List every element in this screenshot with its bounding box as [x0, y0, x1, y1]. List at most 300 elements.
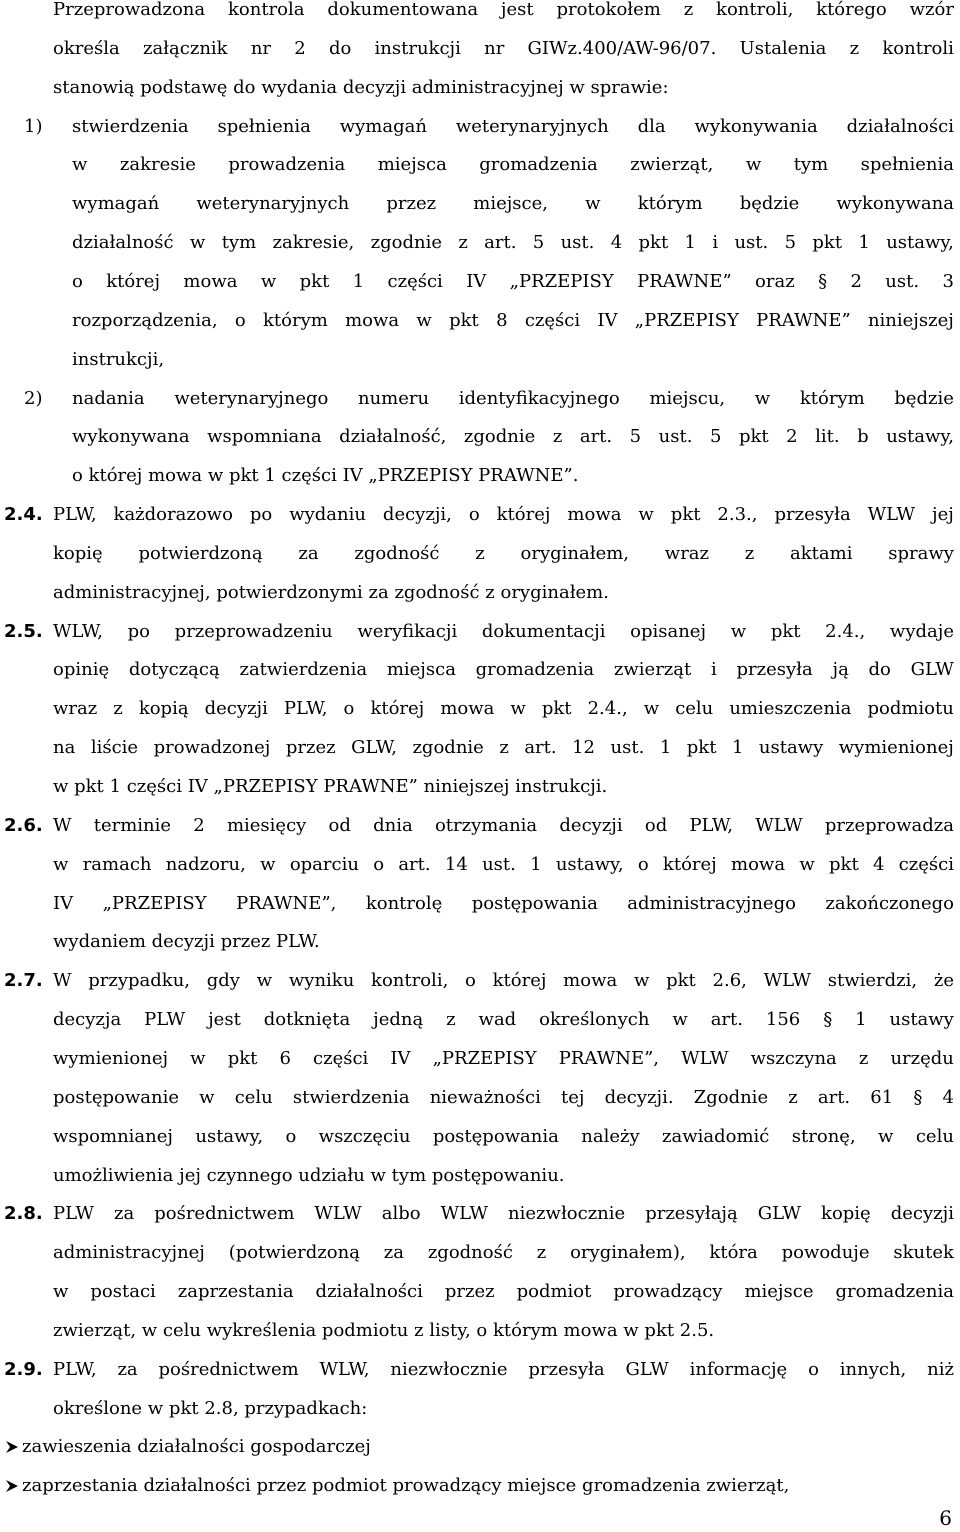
word: przeprowadza — [824, 814, 954, 836]
word: administracyjnego — [627, 892, 796, 914]
line-text — [72, 116, 954, 138]
word: mowa — [345, 309, 400, 331]
text-line — [0, 1009, 960, 1048]
word: PRAWNE” — [756, 309, 851, 331]
word: tym — [793, 154, 829, 176]
word: postępowania — [471, 892, 598, 914]
section-number: 2.9. — [4, 1358, 43, 1380]
word: W — [53, 970, 72, 992]
word: PRAWNE”, — [236, 892, 337, 914]
text-line — [0, 349, 960, 388]
line-text: zwierząt, w celu wykreślenia podmiotu z listy, o którym mowa w pkt 2.5. — [53, 1319, 715, 1341]
word: z — [788, 1086, 798, 1108]
word: Przeprowadzona — [53, 0, 206, 20]
word: zgodnie — [370, 232, 442, 254]
word: w — [72, 154, 88, 176]
word: pkt — [829, 853, 859, 875]
line-text — [53, 543, 954, 565]
word: spełnienia — [860, 154, 954, 176]
text-line — [0, 543, 960, 582]
word: 2.3., — [717, 504, 758, 526]
word: z — [475, 542, 485, 564]
word: decyzji, — [382, 504, 452, 526]
text-line — [0, 893, 960, 932]
word: o — [343, 698, 355, 720]
word: z — [113, 698, 123, 720]
word: § — [818, 270, 828, 292]
text-line — [0, 1048, 960, 1087]
word: GLW, — [351, 737, 397, 759]
word: mowa — [563, 970, 618, 992]
word: 156 — [765, 1009, 801, 1031]
word: którego — [816, 0, 887, 20]
word: w — [878, 1125, 894, 1147]
section-number: 2.6. — [4, 814, 43, 836]
word: ustawy, — [886, 232, 954, 254]
text-line — [0, 504, 960, 543]
line-text: instrukcji, — [72, 348, 165, 370]
word: wspomniana — [207, 426, 322, 448]
line-text — [53, 659, 954, 681]
word: mowa — [567, 504, 622, 526]
word: weterynaryjnych — [455, 115, 609, 137]
word: pkt — [812, 232, 843, 254]
word: o — [373, 853, 385, 875]
word: miejscu, — [649, 387, 726, 409]
word: zakresie — [119, 154, 196, 176]
page-number: 6 — [939, 1506, 952, 1530]
text-line — [0, 310, 960, 349]
word: od — [328, 814, 351, 836]
word: ust. — [658, 426, 693, 448]
word: art. — [579, 426, 613, 448]
line-text — [53, 698, 954, 720]
word: opinię — [53, 659, 110, 681]
word: wymienionej — [53, 1047, 169, 1069]
word: WLW — [755, 814, 803, 836]
word: niezwłocznie — [390, 1358, 508, 1380]
word: miejsca — [386, 659, 456, 681]
word: 2.4., — [587, 698, 628, 720]
word: wykonywana — [72, 426, 190, 448]
word: urzędu — [890, 1047, 954, 1069]
word: numeru — [358, 387, 430, 409]
word: art. — [710, 1009, 743, 1031]
word: ustawy — [758, 737, 824, 759]
word: której — [370, 698, 425, 720]
text-line — [0, 854, 960, 893]
word: umieszczenia — [729, 698, 852, 720]
word: (potwierdzoną — [228, 1242, 360, 1264]
word: PLW, — [689, 814, 734, 836]
word: § — [823, 1009, 833, 1031]
line-text — [53, 854, 954, 876]
word: w — [799, 853, 815, 875]
word: wspomnianej — [53, 1125, 173, 1147]
word: potwierdzoną — [138, 542, 263, 564]
word: innych, — [839, 1358, 907, 1380]
word: gromadzenia — [475, 659, 595, 681]
word: przesyła — [528, 1358, 605, 1380]
text-line — [0, 1203, 960, 1242]
word: na — [53, 737, 76, 759]
line-text — [53, 815, 954, 837]
word: zaprzestania — [177, 1281, 294, 1303]
word: ustawy, — [886, 426, 954, 448]
word: rozporządzenia, — [72, 309, 218, 331]
word: o — [637, 853, 649, 875]
word: do — [328, 37, 352, 59]
word: wszczyna — [750, 1047, 837, 1069]
word: prowadzenia — [228, 154, 346, 176]
word: tym — [221, 232, 257, 254]
word: Ustalenia — [739, 37, 827, 59]
word: w — [260, 270, 277, 292]
word: wraz — [664, 542, 710, 564]
word: po — [249, 504, 273, 526]
word: niniejszej — [867, 309, 954, 331]
word: którym — [637, 193, 703, 215]
line-text: zawieszenia działalności gospodarczej — [22, 1436, 371, 1458]
word: oryginałem, — [520, 542, 630, 564]
word: „PRZEPISY — [432, 1047, 537, 1069]
word: Zgodnie — [693, 1086, 769, 1108]
word: W — [53, 814, 72, 836]
word: o — [468, 504, 480, 526]
text-line — [0, 388, 960, 427]
text-line — [0, 0, 960, 38]
text-line — [0, 465, 960, 504]
word: części — [313, 1047, 369, 1069]
line-text: stanowią podstawę do wydania decyzji administracyjnej w sprawie: — [53, 76, 669, 98]
section-number: 2.7. — [4, 970, 43, 992]
line-text — [53, 1359, 954, 1381]
word: 2 — [294, 37, 306, 59]
word: 1 — [530, 853, 542, 875]
word: zwierząt, — [630, 154, 714, 176]
word: z — [744, 542, 755, 564]
word: decyzji — [204, 698, 268, 720]
word: b — [857, 426, 869, 448]
word: kontroli, — [716, 0, 794, 20]
word: identyfikacyjnego — [458, 387, 620, 409]
word: którym — [262, 309, 328, 331]
word: w — [638, 504, 654, 526]
word: za — [117, 1358, 138, 1380]
word: WLW — [440, 1203, 489, 1225]
word: lit. — [815, 426, 840, 448]
word: w — [672, 1009, 688, 1031]
word: 2 — [786, 426, 798, 448]
word: 1 — [858, 232, 870, 254]
word: którym — [799, 387, 865, 409]
word: o — [465, 970, 476, 992]
word: celu — [675, 698, 714, 720]
word: 14 — [444, 853, 468, 875]
word: w — [585, 193, 601, 215]
word: gromadzenia — [479, 154, 598, 176]
word: art. — [484, 232, 517, 254]
word: wzór — [909, 0, 954, 20]
word: przez — [444, 1281, 495, 1303]
word: wszczęciu — [318, 1125, 411, 1147]
line-text: o której mowa w pkt 1 części IV „PRZEPISY PRAWNE”. — [72, 465, 579, 487]
word: oryginałem), — [570, 1242, 686, 1264]
word: z — [552, 426, 563, 448]
word: celu — [234, 1086, 273, 1108]
word: części — [524, 309, 581, 331]
word: wad — [478, 1009, 517, 1031]
word: nr — [484, 37, 505, 59]
word: kontroli — [882, 37, 954, 59]
word: WLW — [681, 1047, 729, 1069]
word: wymagań — [72, 193, 160, 215]
word: kontrolę — [365, 892, 443, 914]
word: o — [234, 309, 246, 331]
word: IV — [53, 892, 74, 914]
word: ust. — [610, 737, 645, 759]
word: ust. — [885, 270, 920, 292]
word: 4 — [610, 232, 623, 254]
line-text: administracyjnej, potwierdzonymi za zgodność z oryginałem. — [53, 581, 609, 603]
word: za — [298, 542, 319, 564]
word: skutek — [893, 1242, 954, 1264]
section-number: 2.8. — [4, 1203, 43, 1225]
word: prowadzonej — [153, 737, 271, 759]
word: jest — [208, 1009, 241, 1031]
text-line — [0, 1436, 960, 1475]
word: wydaniu — [289, 504, 366, 526]
word: protokołem — [556, 0, 661, 20]
word: niż — [927, 1358, 954, 1380]
line-text: określone w pkt 2.8, przypadkach: — [53, 1397, 368, 1419]
section-number: 2.4. — [4, 504, 43, 526]
text-line — [0, 271, 960, 310]
text-line — [0, 77, 960, 116]
word: każdorazowo — [113, 504, 233, 526]
word: 61 — [870, 1086, 894, 1108]
word: której — [496, 504, 551, 526]
word: albo — [381, 1203, 421, 1225]
word: WLW, — [319, 1358, 370, 1380]
word: dnia — [373, 814, 413, 836]
word: IV — [390, 1047, 411, 1069]
word: 1 — [684, 232, 696, 254]
word: ust. — [560, 232, 595, 254]
word: art. — [398, 853, 431, 875]
word: miesięcy — [226, 814, 307, 836]
text-line — [0, 621, 960, 660]
word: z — [858, 1047, 869, 1069]
word: GLW — [625, 1358, 669, 1380]
word: w — [189, 232, 206, 254]
word: 8 — [496, 309, 508, 331]
word: wydaje — [889, 620, 954, 642]
text-line — [0, 1359, 960, 1398]
word: z — [499, 737, 509, 759]
text-line — [0, 582, 960, 621]
word: PRAWNE”, — [558, 1047, 660, 1069]
word: dokumentacji — [481, 620, 606, 642]
word: 12 — [572, 737, 596, 759]
word: 5 — [709, 426, 722, 448]
word: kopią — [138, 698, 189, 720]
text-line — [0, 815, 960, 854]
word: 5 — [629, 426, 642, 448]
word: pkt — [686, 737, 717, 759]
word: w — [256, 970, 273, 992]
text-line — [0, 737, 960, 776]
word: działalności — [846, 115, 954, 137]
word: w — [633, 970, 650, 992]
word: podmiot — [516, 1281, 592, 1303]
word: miejsce, — [473, 193, 549, 215]
word: przeprowadzeniu — [174, 620, 333, 642]
line-text — [72, 271, 954, 293]
word: IV — [597, 309, 618, 331]
word: która — [709, 1242, 758, 1264]
word: kopię — [821, 1203, 871, 1225]
word: części — [898, 853, 954, 875]
word: otrzymania — [434, 814, 538, 836]
word: „PRZEPISY — [102, 892, 207, 914]
word: „PRZEPISY — [509, 270, 614, 292]
word: powoduje — [781, 1242, 870, 1264]
word: o — [72, 270, 83, 292]
word: ust. — [734, 232, 769, 254]
word: decyzji. — [604, 1086, 674, 1108]
word: oparciu — [289, 853, 359, 875]
word: postępowanie — [53, 1086, 179, 1108]
word: dla — [637, 115, 666, 137]
word: PLW — [53, 1203, 95, 1225]
word: weterynaryjnego — [174, 387, 329, 409]
section-number: 2.5. — [4, 620, 43, 642]
word: jedną — [373, 1009, 424, 1031]
text-line — [0, 1475, 960, 1514]
word: kontroli, — [371, 970, 449, 992]
word: „PRZEPISY — [634, 309, 739, 331]
word: w — [730, 620, 747, 642]
word: 2.4., — [825, 620, 866, 642]
word: § — [913, 1086, 923, 1108]
word: wykonywana — [836, 193, 954, 215]
text-line — [0, 193, 960, 232]
word: PLW, — [53, 504, 97, 526]
word: przesyłają — [645, 1203, 738, 1225]
word: oraz — [755, 270, 795, 292]
word: z — [683, 0, 694, 20]
word: należy — [581, 1125, 640, 1147]
word: zgodnie — [412, 737, 484, 759]
text-line — [0, 426, 960, 465]
word: spełnienia — [217, 115, 311, 137]
word: tej — [560, 1086, 585, 1108]
word: 1 — [731, 737, 744, 759]
word: 5 — [784, 232, 797, 254]
text-line — [0, 116, 960, 155]
text-line — [0, 1281, 960, 1320]
word: zatwierdzenia — [239, 659, 368, 681]
word: ust. — [482, 853, 516, 875]
word: w — [643, 698, 660, 720]
text-line — [0, 1165, 960, 1204]
word: weterynaryjnych — [196, 193, 350, 215]
word: nr — [250, 37, 272, 59]
word: pkt — [541, 698, 572, 720]
word: WLW — [314, 1203, 362, 1225]
word: 2.6, — [712, 970, 747, 992]
word: sprawy — [888, 542, 954, 564]
word: wymagań — [339, 115, 427, 137]
word: 2 — [850, 270, 862, 292]
word: w — [416, 309, 432, 331]
word: o — [808, 1358, 819, 1380]
word: wykonywania — [694, 115, 818, 137]
line-text — [53, 0, 954, 21]
line-text: w pkt 1 części IV „PRZEPISY PRAWNE” niniejszej instrukcji. — [53, 776, 608, 797]
word: i — [711, 659, 717, 681]
word: WLW — [763, 970, 811, 992]
word: stwierdzi, — [827, 970, 918, 992]
word: zgodność — [354, 542, 440, 564]
word: podmiotu — [867, 698, 954, 720]
line-text: umożliwienia jej czynnego udziału w tym postępowaniu. — [53, 1164, 565, 1186]
line-text — [53, 1009, 954, 1031]
word: z — [536, 1242, 547, 1264]
word: w — [745, 154, 762, 176]
word: PLW, — [283, 698, 328, 720]
word: kopię — [53, 542, 103, 564]
word: 4 — [942, 1086, 954, 1108]
word: administracyjnej — [53, 1242, 205, 1264]
word: miejsce — [744, 1281, 814, 1303]
word: nadania — [72, 387, 145, 409]
word: 5 — [532, 232, 545, 254]
word: z — [458, 232, 468, 254]
word: której — [662, 853, 717, 875]
word: zgodnie — [463, 426, 536, 448]
word: dotyczącą — [128, 659, 220, 681]
word: gromadzenia — [835, 1281, 954, 1303]
text-line — [0, 1320, 960, 1359]
word: GLW — [910, 659, 954, 681]
word: stwierdzenia — [72, 115, 189, 137]
word: o — [285, 1125, 297, 1147]
word: wraz — [53, 698, 98, 720]
line-text — [53, 1048, 954, 1070]
line-text — [72, 426, 954, 448]
word: z — [849, 37, 860, 59]
word: prowadzący — [613, 1281, 723, 1303]
arrow-bullet-icon — [4, 1439, 20, 1455]
word: w — [199, 1086, 215, 1108]
word: działalności — [315, 1281, 423, 1303]
word: 1 — [855, 1009, 867, 1031]
line-text: zaprzestania działalności przez podmiot prowadzący miejsce gromadzenia zwierząt, — [22, 1475, 790, 1497]
word: pkt — [299, 270, 330, 292]
line-text — [53, 970, 954, 992]
word: 2 — [193, 814, 205, 836]
word: 3 — [942, 270, 954, 292]
word: GIWz.400/AW-96/07. — [527, 37, 717, 59]
word: pkt — [670, 504, 701, 526]
word: załącznik — [142, 37, 228, 59]
word: 4 — [872, 853, 885, 875]
word: dokumentowana — [327, 0, 479, 20]
word: wyniku — [288, 970, 355, 992]
line-text — [53, 621, 954, 643]
